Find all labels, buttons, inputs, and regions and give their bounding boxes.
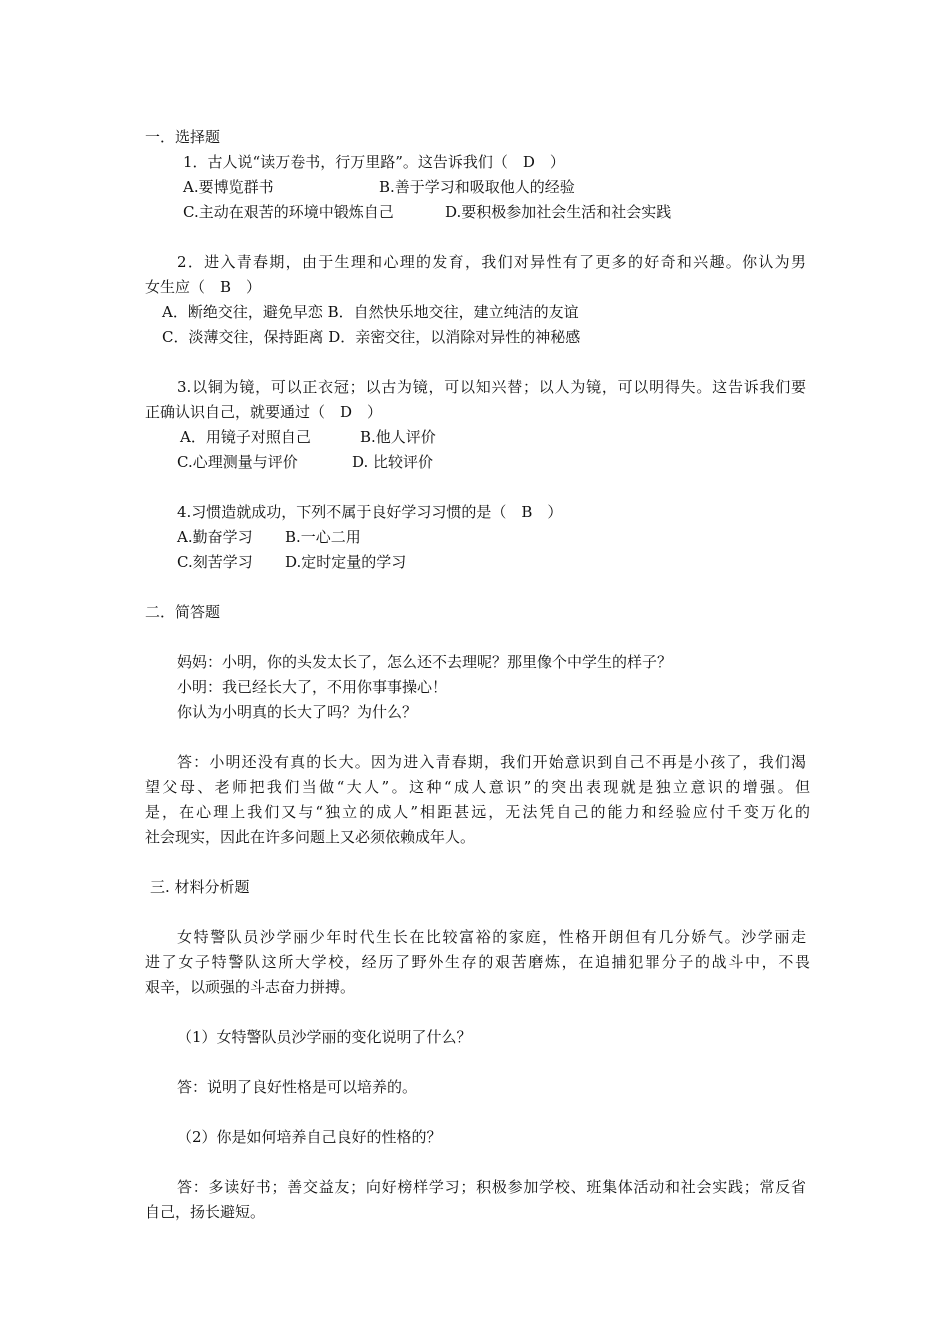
- section-heading-short-answer: 二．简答题: [145, 603, 221, 621]
- short-question: 你认为小明真的长大了吗？为什么？: [177, 703, 418, 721]
- q1-option-a: A.要博览群书: [183, 178, 274, 196]
- q1-stem: 1．古人说“读万卷书，行万里路”。这告诉我们（ D ）: [183, 153, 565, 171]
- q3-stem-line1: 3.以铜为镜，可以正衣冠；以古为镜，可以知兴替；以人为镜，可以明得失。这告诉我们要: [177, 378, 806, 396]
- section-heading-choice: 一．选择题: [145, 128, 221, 146]
- dialogue-xiaoming: 小明：我已经长大了，不用你事事操心！: [177, 678, 448, 696]
- q4-option-a: A.勤奋学习: [177, 528, 253, 546]
- q4-stem: 4.习惯造就成功，下列不属于良好学习习惯的是（ B ）: [177, 503, 563, 521]
- q4-option-b: B.一心二用: [285, 528, 361, 546]
- q1-option-c: C.主动在艰苦的环境中锻炼自己: [183, 203, 394, 221]
- q1-option-d: D.要积极参加社会生活和社会实践: [445, 203, 672, 221]
- q4-option-c: C.刻苦学习: [177, 553, 253, 571]
- material-answer-1: 答：说明了良好性格是可以培养的。: [177, 1078, 418, 1096]
- dialogue-mom: 妈妈：小明，你的头发太长了，怎么还不去理呢？那里像个中学生的样子？: [177, 653, 673, 671]
- short-answer-line1: 答：小明还没有真的长大。因为进入青春期，我们开始意识到自己不再是小孩了，我们渴: [177, 753, 806, 771]
- q2-stem-line2: 女生应（ B ）: [145, 278, 262, 296]
- material-paragraph-line2: 进了女子特警队这所大学校，经历了野外生存的艰苦磨炼，在追捕犯罪分子的战斗中，不畏: [145, 953, 810, 971]
- q2-options-ab: A．断绝交往，避免早恋 B．自然快乐地交往，建立纯洁的友谊: [162, 303, 579, 321]
- q3-option-b: B.他人评价: [360, 428, 436, 446]
- q4-option-d: D.定时定量的学习: [285, 553, 407, 571]
- q2-options-cd: C．淡薄交往，保持距离 D．亲密交往，以消除对异性的神秘感: [162, 328, 581, 346]
- material-paragraph-line3: 艰辛，以顽强的斗志奋力拼搏。: [145, 978, 356, 996]
- q3-option-c: C.心理测量与评价: [177, 453, 298, 471]
- material-question-1: （1）女特警队员沙学丽的变化说明了什么？: [177, 1028, 472, 1046]
- section-heading-material: 三. 材料分析题: [150, 878, 250, 896]
- material-answer-2-line1: 答：多读好书；善交益友；向好榜样学习；积极参加学校、班集体活动和社会实践；常反省: [177, 1178, 806, 1196]
- q3-stem-line2: 正确认识自己，就要通过（ D ）: [145, 403, 383, 421]
- material-question-2: （2）你是如何培养自己良好的性格的？: [177, 1128, 442, 1146]
- short-answer-line2: 望父母、老师把我们当做“大人”。这种“成人意识”的突出表现就是独立意识的增强。但: [145, 778, 810, 796]
- short-answer-line3: 是，在心理上我们又与“独立的成人”相距甚远，无法凭自己的能力和经验应付千变万化的: [145, 803, 810, 821]
- q2-stem-line1: 2．进入青春期，由于生理和心理的发育，我们对异性有了更多的好奇和兴趣。你认为男: [177, 253, 806, 271]
- material-answer-2-line2: 自己，扬长避短。: [145, 1203, 266, 1221]
- short-answer-line4: 社会现实，因此在许多问题上又必须依赖成年人。: [145, 828, 476, 846]
- q3-option-a: A．用镜子对照自己: [180, 428, 311, 446]
- q3-option-d: D. 比较评价: [352, 453, 434, 471]
- material-paragraph-line1: 女特警队员沙学丽少年时代生长在比较富裕的家庭，性格开朗但有几分娇气。沙学丽走: [177, 928, 806, 946]
- q1-option-b: B.善于学习和吸取他人的经验: [379, 178, 575, 196]
